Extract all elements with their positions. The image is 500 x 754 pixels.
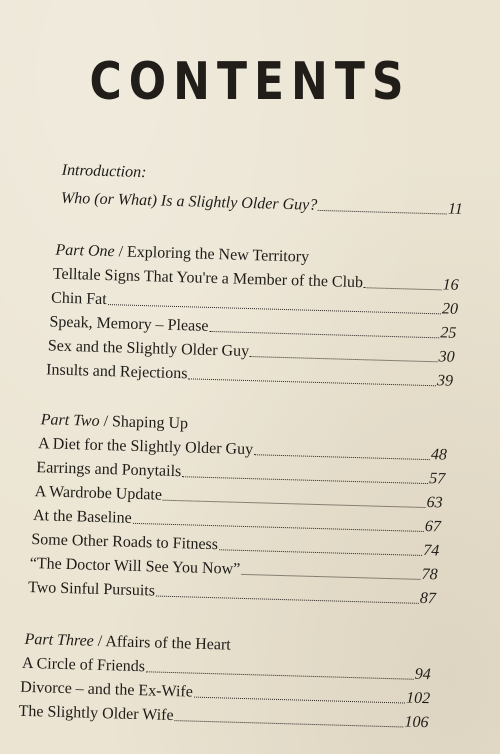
part-three-title: Affairs of the Heart [105, 633, 231, 654]
dot-leader [194, 697, 405, 704]
part-separator: / [114, 243, 128, 261]
toc-entry-title: Telltale Signs That You're a Member of the Club [52, 265, 364, 292]
dot-leader [241, 574, 420, 580]
toc-entry-page: 25 [440, 324, 457, 342]
part-three-label: Part Three [24, 630, 95, 650]
toc-entry-title: “The Doctor Will See You Now” [29, 554, 241, 578]
toc-entry-page: 39 [436, 372, 454, 390]
dot-leader [254, 454, 430, 460]
part-one-title: Exploring the New Territory [126, 243, 310, 266]
toc-entry-page: 87 [419, 589, 437, 608]
part-three-heading [24, 631, 231, 655]
part-one-label: Part One [55, 241, 115, 261]
part-one-heading [55, 242, 309, 267]
part-two-heading [40, 411, 188, 433]
dot-leader [163, 500, 426, 508]
toc-entry-title: Sex and the Slightly Older Guy [47, 337, 250, 361]
toc-entry-title: Insults and Rejections [45, 361, 188, 383]
toc-entry-page: 67 [424, 518, 442, 536]
toc-entry-title: A Diet for the Slightly Older Guy [37, 435, 254, 459]
dot-leader [174, 720, 403, 727]
toc-entry-page: 63 [426, 494, 443, 512]
toc-entry-title: The Slightly Older Wife [18, 702, 174, 725]
dot-leader [219, 549, 422, 556]
toc-entry-title: A Circle of Friends [21, 654, 146, 676]
toc-entry-title: Divorce – and the Ex-Wife [20, 678, 194, 701]
toc-entry-page: 74 [423, 541, 440, 560]
toc-entry-title: At the Baseline [32, 507, 132, 527]
toc-entry-title: Chin Fat [50, 289, 107, 309]
dot-leader [318, 210, 447, 215]
toc-entry-title: A Wardrobe Update [34, 483, 163, 504]
toc-entry-title: Earrings and Ponytails [36, 459, 182, 481]
dot-leader [182, 476, 428, 484]
toc-entry-title: Speak, Memory – Please [49, 313, 209, 335]
toc-entry-title: Some Other Roads to Fitness [31, 531, 219, 554]
dot-leader [156, 596, 419, 604]
toc-entry-page: 20 [441, 300, 459, 318]
dot-leader [146, 671, 414, 679]
toc-entry[interactable] [28, 579, 436, 608]
toc-entry-page: 94 [414, 665, 432, 684]
dot-leader [188, 378, 436, 386]
toc-entry-page: 57 [429, 470, 446, 488]
dot-leader [133, 523, 424, 532]
toc-entry-title: Two Sinful Pursuits [27, 578, 156, 600]
toc-entry[interactable] [18, 703, 428, 732]
toc-entry-page: 102 [405, 689, 431, 708]
part-separator: / [93, 632, 106, 651]
dot-leader [108, 304, 441, 314]
toc-entry-title: Who (or What) Is a Slightly Older Guy? [60, 189, 318, 214]
toc-entry-page: 106 [404, 713, 429, 732]
page-title: CONTENTS [89, 52, 411, 113]
part-separator: / [99, 412, 113, 431]
dot-leader [209, 331, 439, 338]
part-two-label: Part Two [40, 411, 100, 430]
toc-entry-page: 78 [421, 565, 438, 584]
toc-entry-page: 11 [447, 200, 464, 218]
toc-entry-page: 16 [442, 276, 459, 294]
dot-leader [250, 356, 438, 362]
dot-leader [364, 287, 442, 290]
toc-entry[interactable] [61, 190, 463, 219]
toc-entry[interactable] [46, 361, 453, 390]
introduction-label: Introduction: [61, 161, 147, 182]
part-two-title: Shaping Up [111, 413, 189, 433]
toc-entry-page: 30 [438, 348, 455, 366]
toc-entry-page: 48 [430, 446, 448, 464]
